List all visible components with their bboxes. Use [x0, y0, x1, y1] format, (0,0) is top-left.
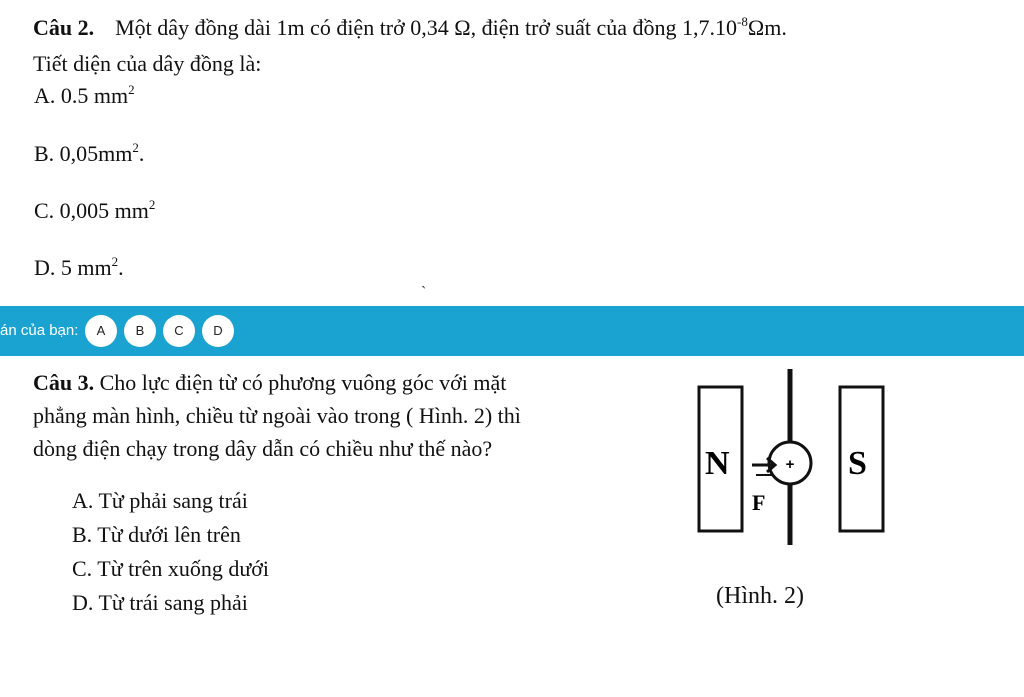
magnet-figure: [690, 365, 890, 555]
option-b-after: .: [138, 141, 145, 166]
question-3-label: Câu 3.: [33, 370, 95, 395]
current-plus-symbol: +: [785, 456, 795, 473]
option-b-text: B. 0,05mm: [34, 141, 133, 166]
option-c: [34, 198, 155, 224]
question-3-line-2: phẳng màn hình, chiều từ ngoài vào trong ( Hình. 2) thì: [33, 403, 521, 428]
resistivity-unit: Ωm.: [747, 15, 787, 40]
question-3-line-1: [33, 366, 673, 399]
option-d-text: D. 5 mm: [34, 255, 112, 280]
answer-choice-d[interactable]: D: [202, 315, 234, 347]
q3-option-a: A. Từ phải sang trái: [72, 488, 248, 513]
answer-choice-b[interactable]: B: [124, 315, 156, 347]
stray-mark: ˏ: [421, 272, 427, 289]
question-2-line-1: [33, 10, 1018, 46]
question-3-text-1: Cho lực điện từ có phương vuông góc với mặt: [94, 370, 507, 395]
option-b-sup: 2: [132, 140, 139, 155]
option-c-sup: 2: [148, 197, 156, 212]
answer-choice-a[interactable]: A: [85, 315, 117, 347]
q3-option-c: C. Từ trên xuống dưới: [72, 556, 270, 581]
resistivity-exponent: -8: [737, 14, 748, 29]
question-2: [33, 10, 1018, 82]
south-pole-label: S: [848, 445, 867, 482]
answer-choice-c[interactable]: C: [163, 315, 195, 347]
question-2-label: Câu 2.: [33, 15, 95, 40]
option-d-after: .: [118, 255, 124, 280]
option-b: [34, 141, 144, 167]
option-d: [34, 255, 124, 281]
option-a: [34, 83, 135, 109]
question-2-line-2: Tiết diện của dây đồng là:: [33, 51, 262, 76]
q3-option-b: B. Từ dưới lên trên: [72, 522, 241, 547]
force-label: F: [752, 490, 766, 515]
question-3-line-3: dòng điện chạy trong dây dẫn có chiều như thế nào?: [33, 436, 493, 461]
question-2-text: Một dây đồng dài 1m có điện trở 0,34 Ω, điện trở suất của đồng 1,7.10: [115, 15, 738, 40]
north-pole-label: N: [705, 445, 730, 482]
option-c-text: C. 0,005 mm: [34, 198, 149, 223]
answer-bar-label: án của bạn:: [0, 322, 79, 339]
answer-bar: [0, 306, 1024, 356]
question-3: [33, 366, 673, 465]
figure-caption: (Hình. 2): [716, 583, 804, 609]
option-a-sup: 2: [128, 82, 135, 97]
option-d-sup: 2: [111, 254, 119, 269]
option-a-text: A. 0.5 mm: [34, 83, 129, 108]
q3-option-d: D. Từ trái sang phải: [72, 590, 248, 615]
